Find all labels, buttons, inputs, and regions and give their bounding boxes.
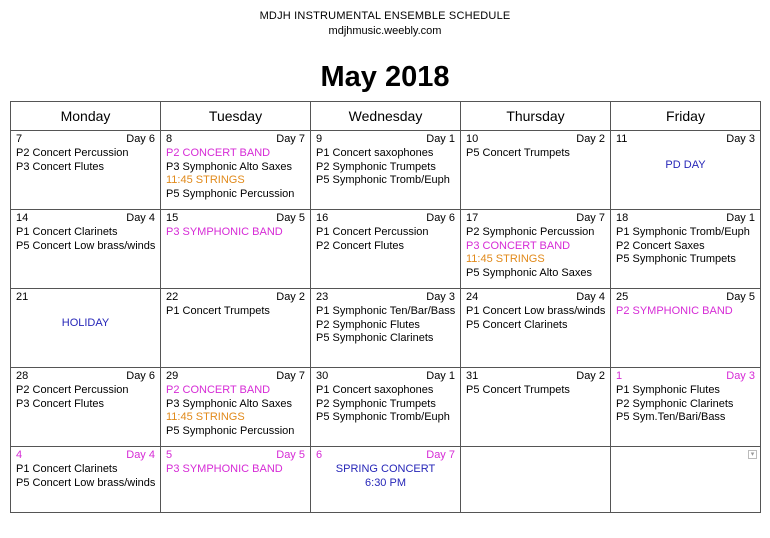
event-strings: 11:45 STRINGS bbox=[166, 174, 245, 187]
pd-day-note: PD DAY bbox=[665, 159, 706, 171]
event: P5 Symphonic Clarinets bbox=[316, 332, 434, 345]
day-cell[interactable] bbox=[161, 210, 311, 289]
event-band: P2 SYMPHONIC BAND bbox=[616, 305, 733, 317]
event: P1 Concert Clarinets bbox=[16, 226, 118, 238]
event: P3 Concert Flutes bbox=[16, 397, 105, 410]
holiday-note: HOLIDAY bbox=[61, 317, 110, 329]
rotation-day: Day 1 bbox=[426, 133, 455, 145]
weekday-header-row bbox=[11, 102, 761, 131]
event-strings: 11:45 STRINGS bbox=[166, 411, 245, 424]
event: P5 Symphonic Percussion bbox=[166, 424, 295, 437]
rotation-day: Day 5 bbox=[276, 449, 305, 461]
rotation-day: Day 3 bbox=[426, 291, 455, 303]
event: P5 Concert Clarinets bbox=[466, 318, 568, 331]
event-band: P2 CONCERT BAND bbox=[166, 384, 271, 396]
date-number: 5 bbox=[166, 449, 173, 461]
date-number: 24 bbox=[466, 291, 479, 303]
rotation-day: Day 7 bbox=[276, 133, 305, 145]
event: P5 Symphonic Tromb/Euph bbox=[316, 411, 450, 424]
day-cell[interactable] bbox=[11, 368, 161, 447]
rotation-day: Day 5 bbox=[276, 212, 305, 224]
event: P3 Symphonic Alto Saxes bbox=[166, 397, 292, 410]
day-cell[interactable] bbox=[311, 289, 461, 368]
chevron-down-icon[interactable]: ▾ bbox=[748, 450, 757, 459]
event: P1 Concert saxophones bbox=[316, 384, 434, 396]
event: P2 Concert Percussion bbox=[16, 384, 129, 396]
weekday-header: Monday bbox=[11, 102, 161, 131]
event: P1 Concert Low brass/winds bbox=[466, 305, 606, 317]
day-cell[interactable] bbox=[461, 368, 611, 447]
spring-concert-time: 6:30 PM bbox=[365, 476, 406, 489]
schedule-title: MDJH INSTRUMENTAL ENSEMBLE SCHEDULE bbox=[259, 10, 511, 22]
event: P2 Concert Percussion bbox=[16, 147, 129, 159]
spring-concert-note: SPRING CONCERT bbox=[335, 463, 436, 475]
day-cell[interactable] bbox=[161, 368, 311, 447]
date-number: 28 bbox=[16, 370, 29, 382]
rotation-day: Day 6 bbox=[126, 370, 155, 382]
event: P2 Symphonic Flutes bbox=[316, 318, 420, 331]
date-number: 6 bbox=[316, 449, 323, 461]
rotation-day: Day 4 bbox=[576, 291, 605, 303]
event: P2 Symphonic Percussion bbox=[466, 226, 595, 238]
event: P1 Concert Percussion bbox=[316, 226, 429, 238]
date-number: 9 bbox=[316, 133, 323, 145]
event-band: P3 SYMPHONIC BAND bbox=[166, 463, 283, 475]
day-cell[interactable] bbox=[311, 368, 461, 447]
rotation-day: Day 1 bbox=[726, 212, 755, 224]
event-strings: 11:45 STRINGS bbox=[466, 253, 545, 266]
date-number: 10 bbox=[466, 133, 479, 145]
event: P2 Concert Saxes bbox=[616, 239, 705, 252]
week-row bbox=[11, 447, 761, 513]
date-number: 31 bbox=[466, 370, 479, 382]
day-cell[interactable] bbox=[311, 447, 461, 513]
day-cell[interactable] bbox=[611, 289, 761, 368]
event: P1 Symphonic Tromb/Euph bbox=[616, 226, 750, 238]
day-cell[interactable] bbox=[461, 210, 611, 289]
calendar-grid bbox=[10, 101, 761, 513]
event: P3 Symphonic Alto Saxes bbox=[166, 160, 292, 173]
rotation-day: Day 4 bbox=[126, 212, 155, 224]
date-number: 17 bbox=[466, 212, 479, 224]
day-cell[interactable] bbox=[161, 289, 311, 368]
week-row bbox=[11, 210, 761, 289]
event: P5 Concert Trumpets bbox=[466, 384, 570, 396]
event: P2 Symphonic Trumpets bbox=[316, 397, 436, 410]
date-number: 11 bbox=[616, 133, 628, 145]
day-cell[interactable] bbox=[11, 210, 161, 289]
event: P1 Symphonic Flutes bbox=[616, 384, 720, 396]
weekday-header: Tuesday bbox=[161, 102, 311, 131]
event-band: P3 SYMPHONIC BAND bbox=[166, 226, 283, 238]
rotation-day: Day 2 bbox=[576, 133, 605, 145]
weekday-header: Wednesday bbox=[311, 102, 461, 131]
day-cell[interactable] bbox=[611, 131, 761, 210]
date-number: 18 bbox=[616, 212, 629, 224]
event: P5 Concert Trumpets bbox=[466, 147, 570, 159]
event: P5 Concert Low brass/winds bbox=[16, 239, 156, 252]
event-band: P2 CONCERT BAND bbox=[166, 147, 271, 159]
date-number: 7 bbox=[16, 133, 23, 145]
rotation-day: Day 3 bbox=[726, 370, 755, 382]
weekday-header: Thursday bbox=[461, 102, 611, 131]
rotation-day: Day 7 bbox=[426, 449, 455, 461]
rotation-day: Day 2 bbox=[576, 370, 605, 382]
day-cell[interactable] bbox=[11, 289, 161, 368]
event: P2 Symphonic Clarinets bbox=[616, 397, 734, 410]
event: P5 Symphonic Trumpets bbox=[616, 253, 736, 266]
event: P5 Symphonic Percussion bbox=[166, 187, 295, 200]
rotation-day: Day 6 bbox=[426, 212, 455, 224]
rotation-day: Day 1 bbox=[426, 370, 455, 382]
date-number: 15 bbox=[166, 212, 179, 224]
day-cell[interactable] bbox=[461, 289, 611, 368]
rotation-day: Day 6 bbox=[126, 133, 155, 145]
date-number: 23 bbox=[316, 291, 329, 303]
day-cell[interactable] bbox=[11, 447, 161, 513]
date-number: 1 bbox=[616, 370, 623, 382]
site-url[interactable]: mdjhmusic.weebly.com bbox=[328, 25, 442, 37]
event: P2 Concert Flutes bbox=[316, 239, 405, 252]
date-number: 21 bbox=[16, 291, 29, 303]
event: P1 Concert saxophones bbox=[316, 147, 434, 159]
day-cell-empty[interactable] bbox=[611, 447, 761, 513]
date-number: 4 bbox=[16, 449, 23, 461]
week-row bbox=[11, 131, 761, 210]
weekday-header: Friday bbox=[611, 102, 761, 131]
day-cell[interactable] bbox=[311, 131, 461, 210]
event: P3 Concert Flutes bbox=[16, 160, 105, 173]
rotation-day: Day 4 bbox=[126, 449, 155, 461]
date-number: 8 bbox=[166, 133, 173, 145]
event: P2 Symphonic Trumpets bbox=[316, 160, 436, 173]
date-number: 30 bbox=[316, 370, 329, 382]
day-cell[interactable] bbox=[311, 210, 461, 289]
event: P5 Symphonic Alto Saxes bbox=[466, 266, 592, 279]
day-cell[interactable] bbox=[611, 210, 761, 289]
date-number: 25 bbox=[616, 291, 629, 303]
rotation-day: Day 3 bbox=[726, 133, 755, 145]
event: P5 Sym.Ten/Bari/Bass bbox=[616, 411, 726, 424]
month-title: May 2018 bbox=[320, 61, 450, 93]
day-cell[interactable] bbox=[161, 131, 311, 210]
day-cell[interactable] bbox=[11, 131, 161, 210]
rotation-day: Day 7 bbox=[576, 212, 605, 224]
rotation-day: Day 2 bbox=[276, 291, 305, 303]
rotation-day: Day 7 bbox=[276, 370, 305, 382]
date-number: 29 bbox=[166, 370, 179, 382]
event: P1 Concert Trumpets bbox=[166, 305, 270, 317]
event-band: P3 CONCERT BAND bbox=[466, 239, 571, 252]
day-cell-empty[interactable] bbox=[461, 447, 611, 513]
event: P1 Symphonic Ten/Bar/Bass bbox=[316, 305, 456, 317]
day-cell[interactable] bbox=[611, 368, 761, 447]
event: P5 Symphonic Tromb/Euph bbox=[316, 174, 450, 187]
date-number: 22 bbox=[166, 291, 179, 303]
date-number: 14 bbox=[16, 212, 29, 224]
rotation-day: Day 5 bbox=[726, 291, 755, 303]
event: P1 Concert Clarinets bbox=[16, 463, 118, 475]
day-cell[interactable] bbox=[461, 131, 611, 210]
event: P5 Concert Low brass/winds bbox=[16, 476, 156, 489]
date-number: 16 bbox=[316, 212, 329, 224]
week-row bbox=[11, 289, 761, 368]
day-cell[interactable] bbox=[161, 447, 311, 513]
week-row bbox=[11, 368, 761, 447]
